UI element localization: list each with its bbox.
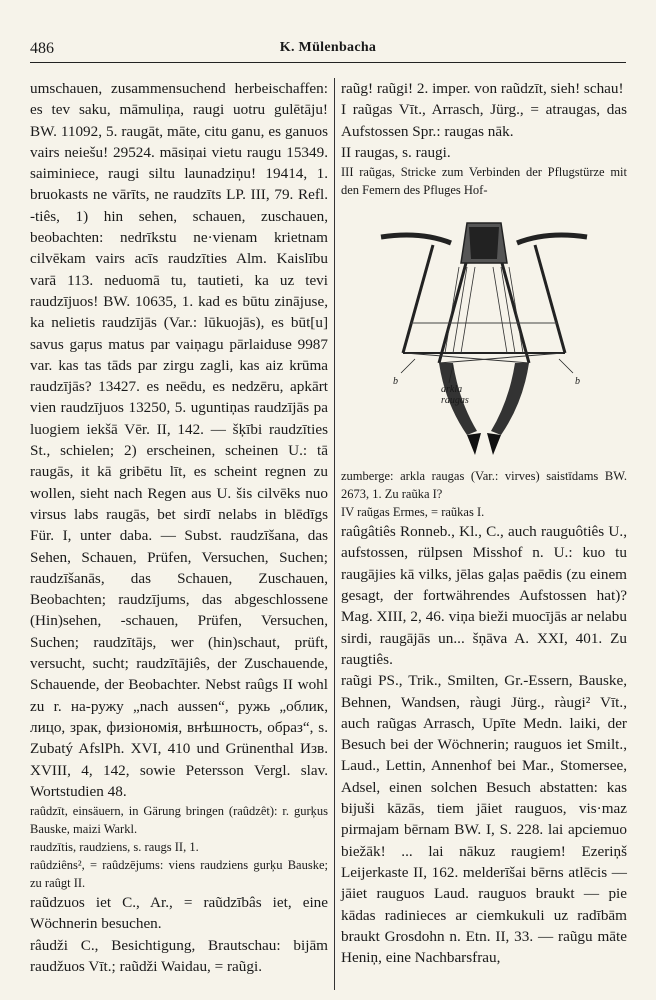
right-column: [341, 78, 631, 968]
entry-raugas-2: [341, 142, 627, 163]
entry-raugas-3: [341, 163, 631, 199]
column-divider: [334, 78, 335, 990]
figure-label-b-left: b: [393, 376, 398, 388]
entry-raudzit-continued: [30, 78, 332, 802]
entry-text: umschauen, zusammensuchend herbeischaffen: es tev saku, māmuliņa, raugi uotru gulētāju! BW. 11092, 5. raugāt, māte, citu ganu, es ganuos vairs neiešu! 29524. māsiņai vietu raugu 15349. saiminiece, raugi siltu launadziņu! 19414, 1. bruokasts ne vārīts, ne raudzīts LP. III, 79. Refl. -tiês, 1) hin sehen, schauen, zuschauen, beobachten: nedrīkstu ne·vienam krietnam cilvēkam vairs acīs raudzīties Alm. Kaislību varā 113. neduomā tu, tautieti, ka uz tevi raudzījuos! BW. 10635, 1. kad es būtu zinājuse, ka nelietis raudzījās (Var.: lūkuojās), es būt[u] savus gaŗus matus par vaiņagu pārlaiduse 9987 var. kas tas tāds par zirgu zagli, kas aiz krūma raudzījās? 13427. es neēdu, es nedzēru, apkārt vien raudzījuos 13250, 5. uguntiņas raudzījās pa luogiem iekšā Vēr. II, 142. — šķībi raudzīties St., schielen; 2) erscheinen, scheinen U.: tā raugās, it kā gribētu līt, es scheint regnen zu wollen, sieht nach Regen aus U. šis cilvēks nuo virsus labs raugās, bet sirdī nelabs in blēdīgs Für. I, unter daba. — Subst. raudzīšana, das Sehen, Schauen, Prüfen, Versuchen, Suchen; raudzīšanās, das Schauen, Zuschauen, Beobachten; raudzījums, das abgeschlossene (Hin)sehen, -schauen, Prüfen, Versuchen, Suchen; raudzītājs, wer (hin)schaut, prüft, versucht, sucht; raudzītājiês, der Zuschauende, Schauende, der Beobachter. Nebst raûgs II wohl zu r. на-ружу „nach aussen“, ружь „облик, лицо, зрак, физіономія, внѣшность, образ“, s. Zubatý AfslPh. XVI, 410 und Grünenthal Изв. XVIII, 4, 142, sowie Petersson Vergl. slav. Wortstudien 48.: [30, 80, 332, 800]
entry-text: III raũgas, Stricke zum Verbinden der Pflugstürze mit den Femern des Pfluges Hof-: [341, 165, 631, 198]
entry-text: raûgâtiês Ronneb., Kl., C., auch rauguôtiês U., aufstossen, rülpsen Misshof n. U.: kuo tu raugājies kā vilks, jēlas gaļas paēdis (zu einem gesagt, der fortwährendes Aufstossen hat)? Mag. XIII, 2, 46. viņa bieži muocījās ar nelabu sirdi, raugājās un... šņāva A. XXI, 401. Zu raugtiês.: [341, 523, 631, 668]
entry-text: raũgi PS., Trik., Smilten, Gr.-Essern, Bauske, Behnen, Wandsen, ràugi Jürg., ràugi² Vīt., auch raũgas Arrasch, Upīte Medn. laiki, der Besuch bei der Wöchnerin; rauguos iet Smilt., Laud., Lettin, Annenhof bei Mar., Stomersee, Adsel, einen solchen Besuch abstatten: kas bijuši kāzās, tiem jāiet rauguos, vis·maz pirmajam bērnam BW. I, S. 228. lai apciemuo biežāk! ... lai nākuz raugiem! Ezeriņš Leijerkaste II, 162. melderīšai bērns atlēcis — jāiet rauguos Laud. rauguos braukt — pie kādas radinieces ar ciemkukuli uz radībām braukt Grosdohn n. Etn. II, 33. — raũgu māte Heniņ, eine Nachbarsfrau,: [341, 672, 631, 967]
entry-raudzi: [30, 935, 332, 978]
running-head: K. Mülenbacha: [279, 40, 377, 55]
entry-text: raũg! raũgi! 2. imper. von raũdzīt, sieh! schau!: [341, 80, 624, 97]
figure-label-raugas: raugas: [441, 395, 469, 407]
entry-text: zumberge: arkla raugas (Var.: virves) saistīdams BW. 2673, 1. Zu raũka I?: [341, 469, 631, 502]
entry-raudzuos: [30, 892, 332, 935]
entry-text: raûdzīt, einsäuern, in Gärung bringen (raûdzêt): r. gurķus Bauske, maizi Warkl.: [30, 804, 332, 837]
entry-raug: [341, 78, 627, 99]
figure-label-b-right: b: [575, 376, 580, 388]
entry-text: raũdzuos iet C., Ar., = raũdzībâs iet, eine Wöchnerin besuchen.: [30, 894, 332, 933]
entry-text: IV raũgas Ermes, = raũkas I.: [341, 505, 485, 520]
plough-illustration: [341, 203, 627, 465]
entry-text: raudzītis, raudziens, s. raugs II, 1.: [30, 840, 199, 855]
entry-text: II raugas, s. raugi.: [341, 143, 451, 161]
plough-drawing: [341, 203, 627, 465]
entry-text: I raũgas Vīt., Arrasch, Jürg., = atraugas, das Aufstossen Spr.: raugas nāk.: [341, 101, 630, 140]
page-number: 486: [30, 40, 54, 57]
entry-raudziens: [30, 856, 332, 892]
entry-raugas-4: [341, 503, 627, 521]
entry-raugas-1: [341, 99, 630, 142]
left-column: [30, 78, 332, 977]
page-header: [30, 40, 626, 63]
entry-raugi: [341, 670, 631, 968]
figure-label-arkla: arkla: [441, 384, 463, 396]
entry-raugaties: [341, 521, 631, 670]
entry-text: raûdziêns², = raûdzējums: viens raudziens gurķu Bauske; zu raûgt II.: [30, 858, 332, 891]
entry-raudzitis: [30, 838, 328, 856]
entry-raugas-3-continued: [341, 467, 631, 503]
entry-text: râudži C., Besichtigung, Brautschau: bijām raudžuos Vīt.; raũdži Waidau, = raũgi.: [30, 936, 332, 975]
entry-raudzit-einsauern: [30, 802, 332, 838]
